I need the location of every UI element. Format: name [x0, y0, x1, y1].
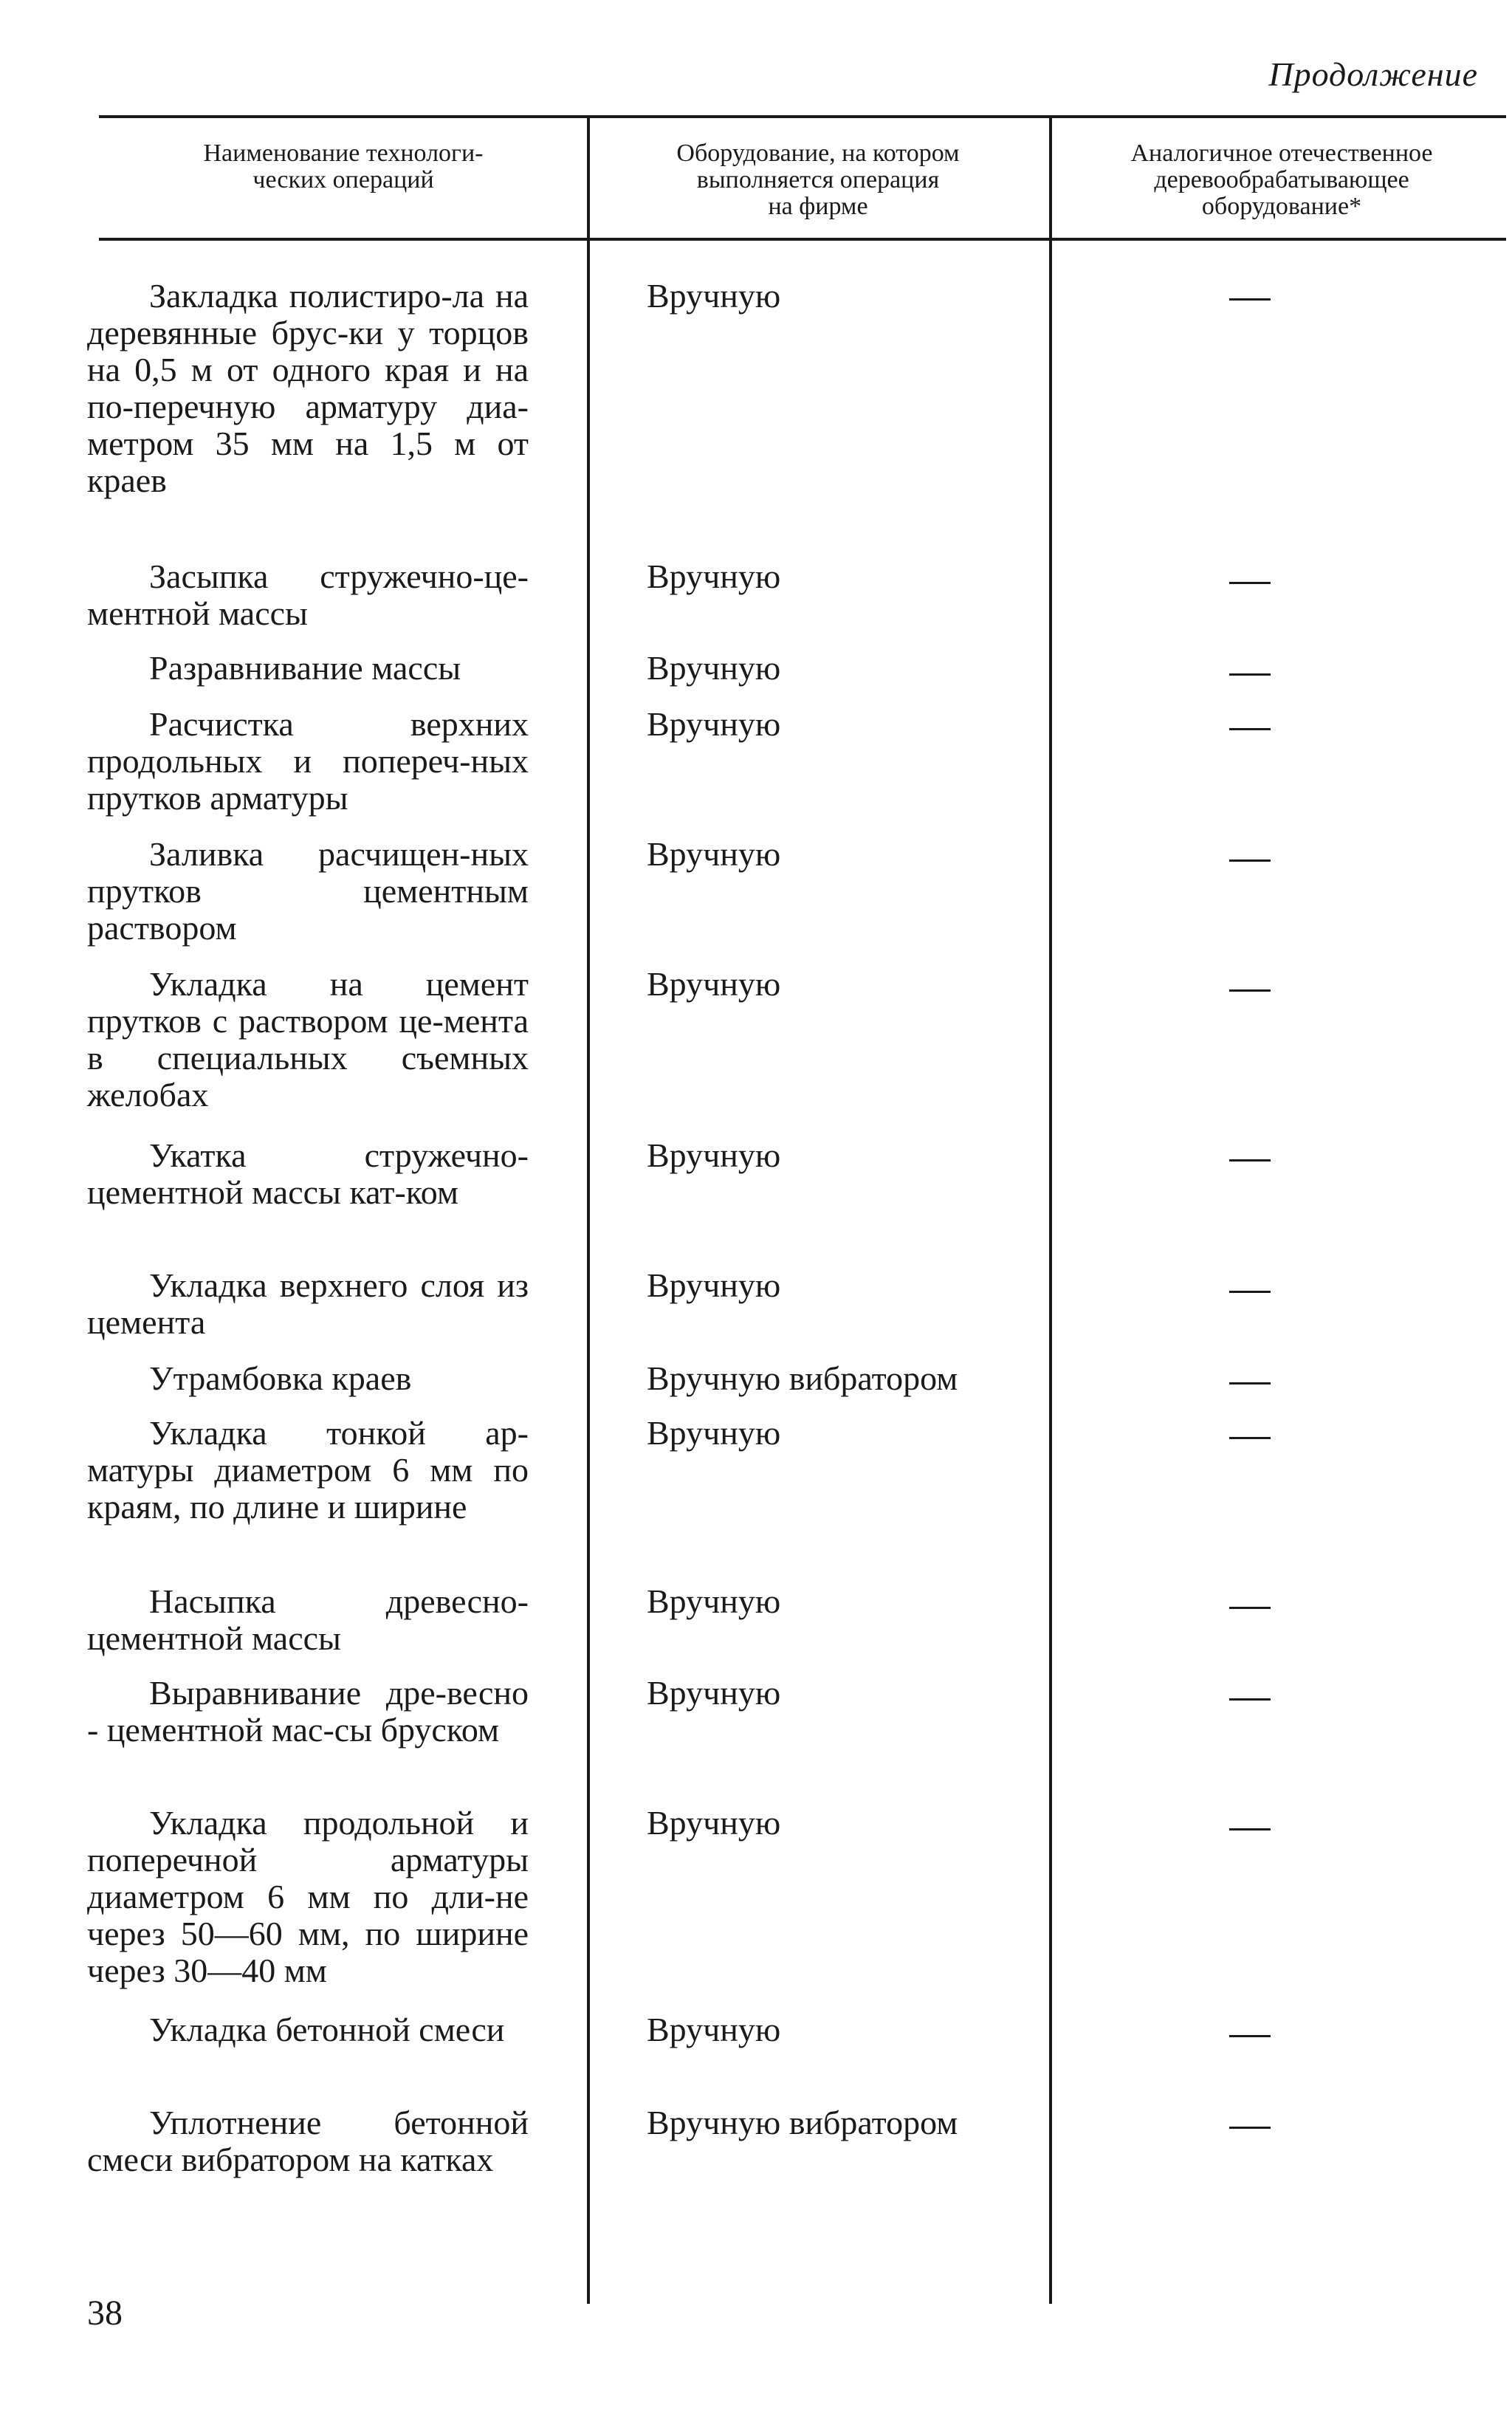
analog-dash: [1229, 1159, 1271, 1162]
equipment-cell: Вручную вибратором: [647, 2104, 958, 2141]
analog-dash: [1229, 1698, 1271, 1701]
operation-cell: Укладка верхнего слоя из цемента: [87, 1266, 529, 1341]
equipment-cell: Вручную: [647, 1582, 781, 1620]
operation-cell: Укладка тонкой ар-матуры диаметром 6 мм по краям, по длине и ширине: [87, 1414, 529, 1526]
equipment-cell: Вручную: [647, 1804, 781, 1842]
column-divider-2: [1049, 117, 1052, 2304]
equipment-cell: Вручную: [647, 557, 781, 595]
operation-cell: Насыпка древесно-цементной массы: [87, 1582, 529, 1657]
operation-cell: Укатка стружечно-цементной массы кат-ком: [87, 1136, 529, 1211]
equipment-cell: Вручную: [647, 2011, 781, 2048]
analog-dash: [1229, 1607, 1271, 1609]
analog-dash: [1229, 989, 1271, 992]
analog-dash: [1229, 1291, 1271, 1293]
header-analog: Аналогичное отечественное деревообрабатывающее оборудование*: [1130, 140, 1433, 220]
equipment-cell: Вручную: [647, 649, 781, 687]
analog-dash: [1229, 582, 1271, 584]
analog-dash: [1229, 673, 1271, 676]
header-operations: Наименование технологи- ческих операций: [203, 140, 484, 193]
equipment-cell: Вручную: [647, 1266, 781, 1304]
page-number: 38: [87, 2293, 123, 2333]
analog-dash: [1229, 728, 1271, 730]
equipment-cell: Вручную вибратором: [647, 1359, 958, 1397]
analog-dash: [1229, 2127, 1271, 2129]
analog-dash: [1229, 298, 1271, 301]
equipment-cell: Вручную: [647, 705, 781, 743]
operation-cell: Расчистка верхних продольных и попереч-ных прутков арматуры: [87, 705, 529, 817]
analog-dash: [1229, 1437, 1271, 1439]
equipment-cell: Вручную: [647, 1414, 781, 1452]
equipment-cell: Вручную: [647, 1136, 781, 1174]
header-equipment: Оборудование, на котором выполняется операция на фирме: [676, 140, 960, 220]
analog-dash: [1229, 859, 1271, 862]
operation-cell: Закладка полистиро-ла на деревянные брус-ки у торцов на 0,5 м от одного края и на по-перечную арматуру диа-метром 35 мм на 1,5 м от краев: [87, 277, 529, 499]
operation-cell: Укладка на цемент прутков с раствором це-мента в специальных съемных желобах: [87, 965, 529, 1114]
analog-dash: [1229, 1382, 1271, 1385]
operation-cell: Укладка бетонной смеси: [149, 2011, 505, 2048]
column-divider-1: [587, 117, 590, 2304]
operation-cell: Укладка продольной и поперечной арматуры диаметром 6 мм по дли-не через 50—60 мм, по ширине через 30—40 мм: [87, 1804, 529, 1989]
header-bottom-rule: [99, 238, 1506, 241]
equipment-cell: Вручную: [647, 965, 781, 1003]
analog-dash: [1229, 2035, 1271, 2037]
operation-cell: Засыпка стружечно-це-ментной массы: [87, 557, 529, 632]
table-top-rule: [99, 115, 1506, 118]
equipment-cell: Вручную: [647, 1674, 781, 1712]
equipment-cell: Вручную: [647, 835, 781, 873]
operation-cell: Утрамбовка краев: [149, 1359, 412, 1397]
continuation-label: Продолжение: [1268, 55, 1478, 93]
operation-cell: Разравнивание массы: [149, 649, 461, 687]
operation-cell: Уплотнение бетонной смеси вибратором на катках: [87, 2104, 529, 2178]
analog-dash: [1229, 1828, 1271, 1830]
operation-cell: Заливка расчищен-ных прутков цементным раствором: [87, 835, 529, 947]
operation-cell: Выравнивание дре-весно - цементной мас-сы бруском: [87, 1674, 529, 1749]
equipment-cell: Вручную: [647, 277, 781, 315]
